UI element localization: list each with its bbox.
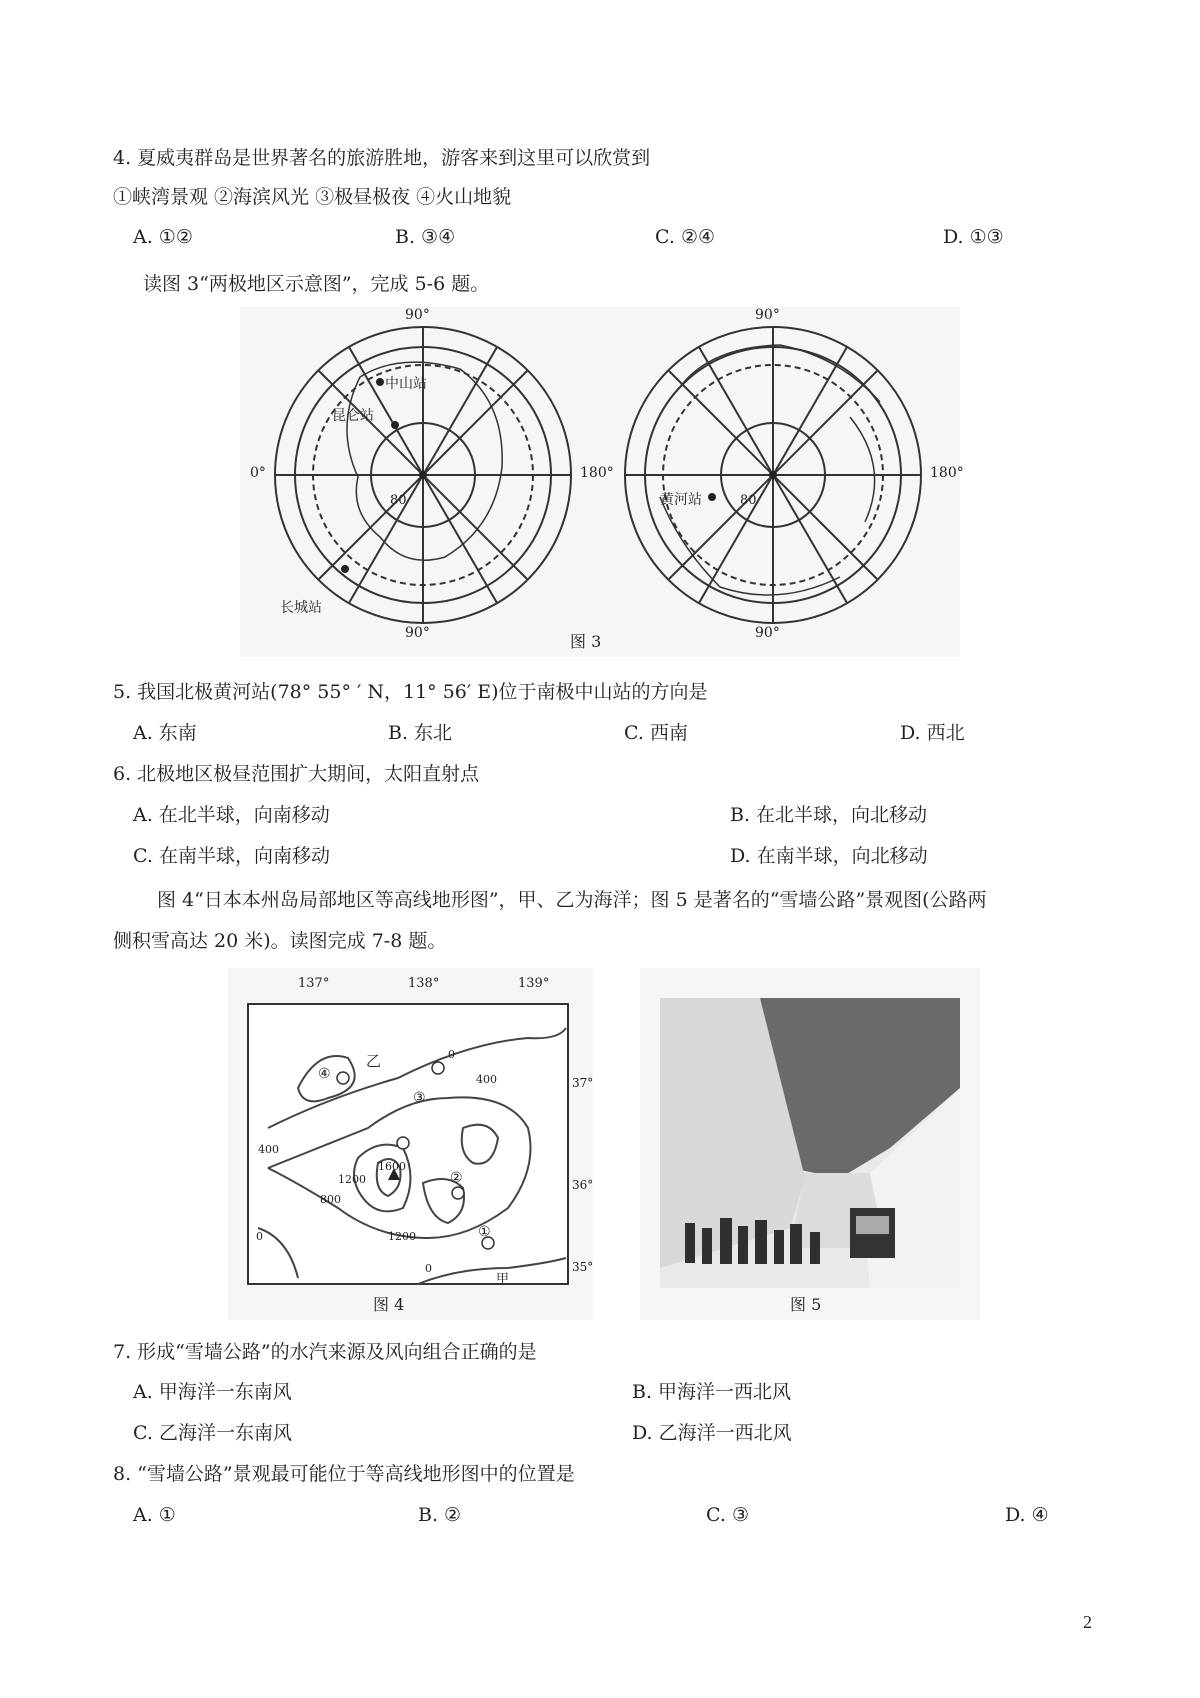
q7-option-a: A. 甲海洋一东南风 [133, 1381, 292, 1403]
figure-5-snow-wall-photo [640, 968, 980, 1320]
q5-stem: 5. 我国北极黄河站(78° 55° ′ N，11° 56′ E)位于南极中山站的方向是 [113, 681, 708, 703]
fig4-lon-137: 137° [298, 976, 330, 991]
fig4-sea-yi: 乙 [366, 1052, 382, 1070]
fig3-left-top-label: 90° [405, 307, 430, 323]
fig4-contour-400-west: 400 [258, 1143, 279, 1156]
q6-option-c: C. 在南半球，向南移动 [133, 845, 330, 867]
q7-stem: 7. 形成“雪墙公路”的水汽来源及风向组合正确的是 [113, 1341, 537, 1363]
q8-option-b: B. ② [418, 1504, 462, 1526]
q8-stem: 8. “雪墙公路”景观最可能位于等高线地形图中的位置是 [113, 1463, 575, 1485]
fig3-left-80-label: 80 [390, 493, 407, 508]
q4-option-b: B. ③④ [395, 226, 456, 248]
fig3-zhongshan-station: 中山站 [385, 376, 427, 392]
fig4-caption: 图 4 [373, 1295, 405, 1314]
intro-7-8-line2: 侧积雪高达 20 米)。读图完成 7-8 题。 [113, 930, 447, 952]
q4-option-a: A. ①② [133, 226, 193, 248]
fig3-caption: 图 3 [570, 632, 602, 651]
page-number: 2 [1083, 1612, 1092, 1632]
fig4-point-4: ④ [318, 1066, 331, 1082]
fig4-contour-1200-south: 1200 [388, 1230, 416, 1243]
q7-option-c: C. 乙海洋一东南风 [133, 1422, 292, 1444]
q8-option-c: C. ③ [706, 1504, 749, 1526]
fig3-right-180-label: 180° [930, 465, 964, 481]
intro-7-8-line1: 图 4“日本本州岛局部地区等高线地形图”，甲、乙为海洋；图 5 是著名的“雪墙公路”景观图(公路两 [157, 889, 987, 911]
q7-option-b: B. 甲海洋一西北风 [632, 1381, 792, 1403]
fig4-contour-1600: 1600 [378, 1160, 406, 1173]
q7-option-d: D. 乙海洋一西北风 [632, 1422, 792, 1444]
q8-option-d: D. ④ [1005, 1504, 1049, 1526]
fig3-left-bottom-label: 90° [405, 625, 430, 641]
fig4-lat-36: 36° [572, 1178, 594, 1192]
fig4-lon-138: 138° [408, 976, 440, 991]
intro-5-6: 读图 3“两极地区示意图”，完成 5-6 题。 [143, 273, 490, 295]
fig4-contour-400-east: 400 [476, 1073, 497, 1086]
fig4-lon-139: 139° [518, 976, 550, 991]
figure-3-polar-maps [240, 307, 964, 657]
fig3-changcheng-station: 长城站 [280, 600, 322, 616]
fig4-contour-0-southwest: 0 [256, 1230, 263, 1243]
fig4-lat-37: 37° [572, 1076, 594, 1090]
fig4-point-1: ① [478, 1224, 491, 1240]
fig3-right-top-label: 90° [755, 307, 780, 323]
fig4-point-3: ③ [413, 1090, 426, 1106]
q5-option-a: A. 东南 [133, 722, 197, 744]
figure-4-contour-map [228, 968, 593, 1320]
q4-stem: 4. 夏威夷群岛是世界著名的旅游胜地，游客来到这里可以欣赏到 [113, 147, 651, 169]
fig3-left-180-label: 180° [580, 465, 614, 481]
q4-option-c: C. ②④ [655, 226, 716, 248]
fig3-huanghe-station: 黄河站 [660, 492, 702, 508]
fig4-contour-1200-west: 1200 [338, 1173, 366, 1186]
q8-option-a: A. ① [133, 1504, 176, 1526]
fig5-caption: 图 5 [790, 1295, 822, 1314]
q4-items: ①峡湾景观 ②海滨风光 ③极昼极夜 ④火山地貌 [113, 186, 512, 208]
fig3-right-80-label: 80 [740, 493, 757, 508]
fig3-left-0-label: 0° [250, 465, 266, 481]
q5-option-d: D. 西北 [900, 722, 965, 744]
fig4-contour-800: 800 [320, 1193, 341, 1206]
fig4-contour-0-south: 0 [425, 1262, 432, 1275]
q5-option-b: B. 东北 [388, 722, 453, 744]
q5-option-c: C. 西南 [624, 722, 688, 744]
fig3-right-bottom-label: 90° [755, 625, 780, 641]
fig4-lat-35: 35° [572, 1260, 594, 1274]
fig4-sea-jia: 甲 [496, 1272, 510, 1287]
fig4-contour-0-top: 0 [448, 1048, 455, 1061]
q6-option-d: D. 在南半球，向北移动 [730, 845, 928, 867]
q6-option-b: B. 在北半球，向北移动 [730, 804, 928, 826]
q4-option-d: D. ①③ [943, 226, 1004, 248]
fig3-kunlun-station: 昆仑站 [332, 408, 374, 424]
fig4-point-2: ② [450, 1170, 463, 1186]
q6-stem: 6. 北极地区极昼范围扩大期间，太阳直射点 [113, 763, 480, 785]
q6-option-a: A. 在北半球，向南移动 [133, 804, 330, 826]
